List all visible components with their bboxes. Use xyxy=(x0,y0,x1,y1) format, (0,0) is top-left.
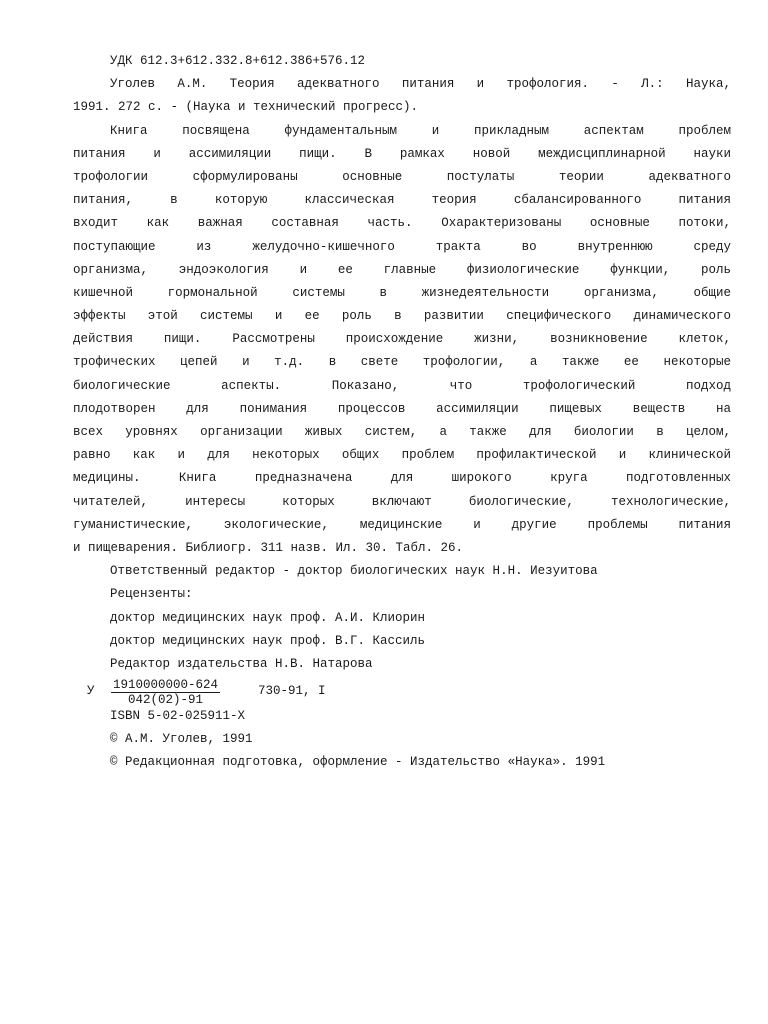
abstract-line: организма, эндоэкология и ее главные физиологические функции, роль xyxy=(73,262,731,277)
citation-line-2: 1991. 272 с. - (Наука и технический прогресс). xyxy=(73,100,419,115)
abstract-line: читателей, интересы которых включают биологические, технологические, xyxy=(73,494,731,509)
abstract-line: гуманистические, экологические, медицинские и другие проблемы питания xyxy=(73,517,731,532)
responsible-editor: Ответственный редактор - доктор биологических наук Н.Н. Иезуитова xyxy=(110,564,598,579)
abstract-line: плодотворен для понимания процессов ассимиляции пищевых веществ на xyxy=(73,401,731,416)
catalog-prefix: У xyxy=(87,684,95,699)
abstract-line: эффекты этой системы и ее роль в развитии специфического динамического xyxy=(73,309,731,324)
reviewer: доктор медицинских наук проф. В.Г. Кассиль xyxy=(110,633,426,648)
catalog-fraction xyxy=(111,678,220,708)
publisher-editor: Редактор издательства Н.В. Натарова xyxy=(110,656,373,671)
copyright-author: © А.М. Уголев, 1991 xyxy=(110,732,253,747)
abstract-line: действия пищи. Рассмотрены происхождение жизни, возникновение клеток, xyxy=(73,332,731,347)
reviewer: доктор медицинских наук проф. А.И. Клиорин xyxy=(110,610,426,625)
catalog-denominator: 042(02)-91 xyxy=(128,693,204,708)
abstract-line: входит как важная составная часть. Охарактеризованы основные потоки, xyxy=(73,216,731,231)
isbn: ISBN 5-02-025911-X xyxy=(110,709,246,724)
abstract-line: питания и ассимиляции пищи. В рамках новой междисциплинарной науки xyxy=(73,146,731,161)
copyright-publisher: © Редакционная подготовка, оформление - Издательство «Наука». 1991 xyxy=(110,755,606,770)
catalog-code xyxy=(73,678,731,708)
abstract-line: медицины. Книга предназначена для широкого круга подготовленных xyxy=(73,471,731,486)
reviewers-label: Рецензенты: xyxy=(110,587,193,602)
abstract-line: Книга посвящена фундаментальным и прикладным аспектам проблем xyxy=(110,123,731,138)
abstract-line: поступающие из желудочно-кишечного тракта во внутреннюю среду xyxy=(73,239,731,254)
abstract-line: трофических цепей и т.д. в свете трофологии, а также ее некоторые xyxy=(73,355,731,370)
abstract-line: биологические аспекты. Показано, что трофологический подход xyxy=(73,378,731,393)
abstract-line: и пищеварения. Библиогр. 311 назв. Ил. 30. Табл. 26. xyxy=(73,540,464,555)
udk-code: УДК 612.3+612.332.8+612.386+576.12 xyxy=(110,54,366,68)
catalog-suffix: 730-91, I xyxy=(258,684,326,699)
abstract-line: кишечной гормональной системы в жизнедеятельности организма, общие xyxy=(73,285,731,300)
citation-line-1: Уголев А.М. Теория адекватного питания и трофология. - Л.: Наука, xyxy=(110,77,731,92)
abstract-line: питания, в которую классическая теория сбалансированного питания xyxy=(73,193,731,208)
abstract-line: трофологии сформулированы основные постулаты теории адекватного xyxy=(73,169,731,184)
imprint-page xyxy=(73,50,731,775)
catalog-numerator: 1910000000-624 xyxy=(113,678,219,693)
abstract-line: всех уровнях организации живых систем, а также для биологии в целом, xyxy=(73,425,731,439)
abstract-line: равно как и для некоторых общих проблем профилактической и клинической xyxy=(73,448,731,463)
abstract xyxy=(73,120,731,561)
